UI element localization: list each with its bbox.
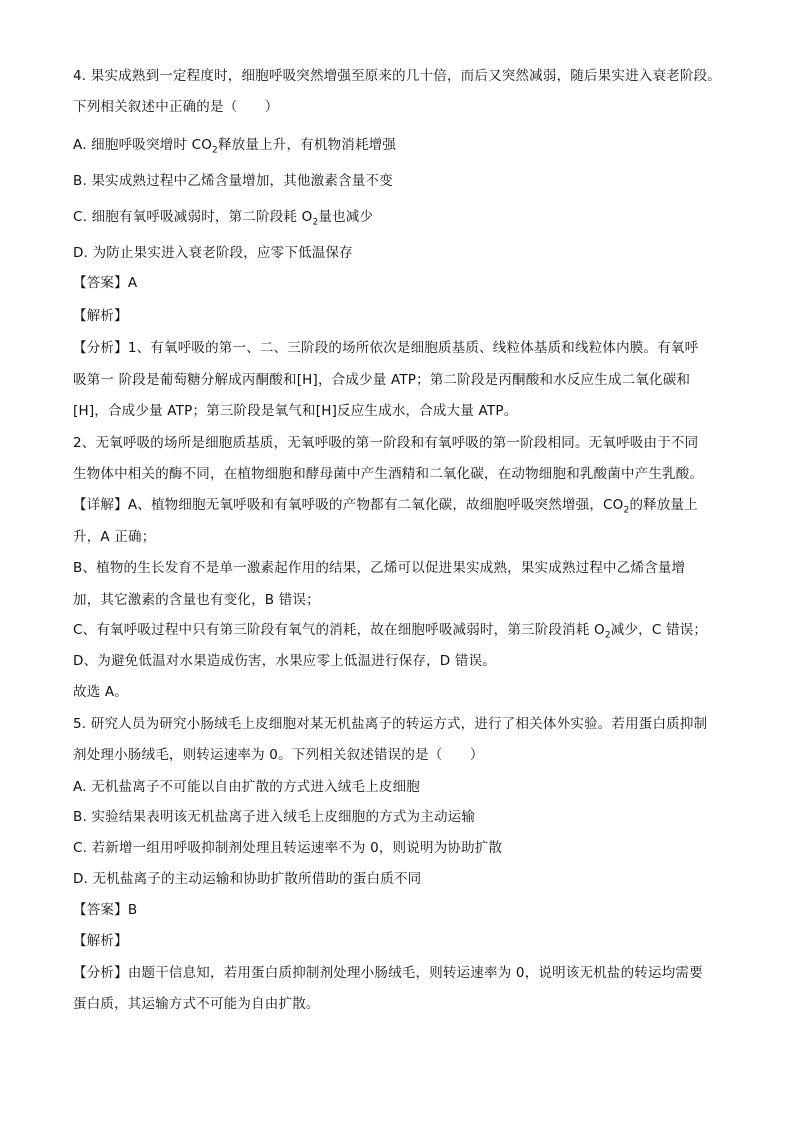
q4-fenxi-text-2: 吸第一 阶段是葡萄糖分解成丙酮酸和[H]，合成少量 ATP；第二阶段是丙酮酸和水反应生成二氧化碳和 bbox=[73, 372, 691, 388]
q5-stem-text-1: 5. 研究人员为研究小肠绒毛上皮细胞对某无机盐离子的转运方式，进行了相关体外实验。若用蛋白质抑制 bbox=[73, 716, 708, 732]
q4-option-a-subscript: 2 bbox=[212, 145, 218, 156]
q5-fenxi-line-1 bbox=[73, 963, 703, 983]
q4-xiangjie-text-1: A、植物细胞无氧呼吸和有氧呼吸的产物都有二氧化碳，故细胞呼吸突然增强，CO bbox=[127, 497, 624, 513]
q4-xiangjie-line-5 bbox=[73, 620, 707, 640]
q4-xiangjie-text-4: 加，其它激素的含量也有变化，B 错误； bbox=[73, 592, 320, 608]
q4-conclusion bbox=[73, 682, 128, 702]
q5-answer-value: B bbox=[127, 902, 138, 918]
q5-option-b bbox=[73, 807, 475, 827]
q4-stem-line-1 bbox=[73, 66, 721, 86]
q4-option-b-text: B. 果实成熟过程中乙烯含量增加，其他激素含量不变 bbox=[73, 173, 393, 189]
q5-fenxi-text-2: 蛋白质，其运输方式不可能为自由扩散。 bbox=[73, 996, 320, 1012]
q4-xiangjie-subscript-5: 2 bbox=[604, 630, 611, 641]
q4-option-c-subscript: 2 bbox=[312, 217, 319, 228]
q4-option-c bbox=[73, 207, 373, 227]
q4-stem-text-2: 下列相关叙述中正确的是（ ） bbox=[73, 99, 279, 115]
q4-option-b bbox=[73, 171, 393, 191]
q4-fenxi-line-3 bbox=[73, 401, 517, 421]
q4-xiangjie-text-1-end: 的释放量上 bbox=[629, 497, 698, 513]
q5-option-d-text: D. 无机盐离子的主动运输和协助扩散所借助的蛋白质不同 bbox=[73, 871, 422, 887]
q5-stem-text-2: 剂处理小肠绒毛，则转运速率为 0。下列相关叙述错误的是（ ） bbox=[73, 747, 484, 763]
q4-fenxi-label: 【分析】 bbox=[73, 340, 128, 356]
q4-option-a bbox=[73, 135, 396, 155]
q4-fenxi-line-5 bbox=[73, 464, 703, 484]
q4-jiexi-label: 【解析】 bbox=[73, 308, 128, 324]
q4-xiangjie-subscript-1: 2 bbox=[623, 505, 630, 516]
q5-option-d bbox=[73, 869, 421, 889]
q5-option-a-text: A. 无机盐离子不可能以自由扩散的方式进入绒毛上皮细胞 bbox=[73, 779, 420, 795]
q5-jiexi-label: 【解析】 bbox=[73, 933, 128, 949]
q4-jiexi bbox=[73, 306, 128, 326]
q4-answer-value: A bbox=[127, 275, 138, 291]
q4-xiangjie-label: 【详解】 bbox=[73, 497, 128, 513]
q4-answer-label: 【答案】 bbox=[73, 275, 128, 291]
q4-xiangjie-line-1 bbox=[73, 495, 698, 515]
q4-fenxi-line-2 bbox=[73, 370, 690, 390]
q5-option-c-text: C. 若新增一组用呼吸抑制剂处理且转运速率不为 0，则说明为协助扩散 bbox=[73, 840, 503, 856]
q4-xiangjie-line-2 bbox=[73, 527, 155, 547]
q4-option-c-text: C. 细胞有氧呼吸减弱时，第二阶段耗 O bbox=[73, 209, 313, 225]
q4-xiangjie-line-4 bbox=[73, 590, 320, 610]
q4-fenxi-text-5: 生物体中相关的酶不同，在植物细胞和酵母菌中产生酒精和二氧化碳，在动物细胞和乳酸菌中产生乳酸。 bbox=[73, 466, 704, 482]
q4-stem-line-2 bbox=[73, 97, 279, 117]
q4-option-a-text-end: 释放量上升，有机物消耗增强 bbox=[217, 137, 397, 153]
q5-option-a bbox=[73, 777, 420, 797]
q4-option-a-text: A. 细胞呼吸突增时 CO bbox=[73, 137, 213, 153]
q4-answer bbox=[73, 273, 137, 293]
q4-fenxi-text-3: [H]，合成少量 ATP；第三阶段是氧气和[H]反应生成水，合成大量 ATP。 bbox=[73, 403, 518, 419]
q5-fenxi-label: 【分析】 bbox=[73, 965, 128, 981]
q5-fenxi-line-2 bbox=[73, 994, 320, 1014]
q4-xiangjie-text-6: D、为避免低温对水果造成伤害，水果应零上低温进行保存，D 错误。 bbox=[73, 653, 496, 669]
q4-option-c-text-end: 量也减少 bbox=[318, 209, 374, 225]
q4-option-d bbox=[73, 243, 353, 263]
q4-xiangjie-text-2: 升，A 正确； bbox=[73, 529, 156, 545]
q4-conclusion-text: 故选 A。 bbox=[73, 684, 129, 700]
q4-fenxi-line-1 bbox=[73, 338, 698, 358]
q4-option-d-text: D. 为防止果实进入衰老阶段，应零下低温保存 bbox=[73, 245, 353, 261]
q4-fenxi-text-4: 2、无氧呼吸的场所是细胞质基质，无氧呼吸的第一阶段和有氧呼吸的第一阶段相同。无氧呼吸由于不同 bbox=[73, 435, 699, 451]
q5-jiexi bbox=[73, 931, 128, 951]
q4-xiangjie-text-5-end: 减少，C 错误； bbox=[610, 622, 708, 638]
q4-stem-text-1: 4. 果实成熟到一定程度时，细胞呼吸突然增强至原来的几十倍，而后又突然减弱，随后果实进入衰老阶段。 bbox=[73, 68, 721, 84]
q5-fenxi-text-1: 由题干信息知，若用蛋白质抑制剂处理小肠绒毛，则转运速率为 0，说明该无机盐的转运均需要 bbox=[127, 965, 703, 981]
q5-option-b-text: B. 实验结果表明该无机盐离子进入绒毛上皮细胞的方式为主动运输 bbox=[73, 809, 476, 825]
q4-xiangjie-text-5: C、有氧呼吸过程中只有第三阶段有氧气的消耗，故在细胞呼吸减弱时，第三阶段消耗 O bbox=[73, 622, 605, 638]
q4-fenxi-text-1: 1、有氧呼吸的第一、二、三阶段的场所依次是细胞质基质、线粒体基质和线粒体内膜。有氧呼 bbox=[127, 340, 699, 356]
q5-stem-line-2 bbox=[73, 745, 484, 765]
q4-fenxi-line-4 bbox=[73, 433, 698, 453]
q5-stem-line-1 bbox=[73, 714, 707, 734]
q5-answer-label: 【答案】 bbox=[73, 902, 128, 918]
q5-answer bbox=[73, 900, 137, 920]
q4-xiangjie-text-3: B、植物的生长发育不是单一激素起作用的结果，乙烯可以促进果实成熟，果实成熟过程中乙烯含量增 bbox=[73, 560, 686, 576]
q5-option-c bbox=[73, 838, 502, 858]
q4-xiangjie-line-6 bbox=[73, 651, 496, 671]
q4-xiangjie-line-3 bbox=[73, 558, 685, 578]
